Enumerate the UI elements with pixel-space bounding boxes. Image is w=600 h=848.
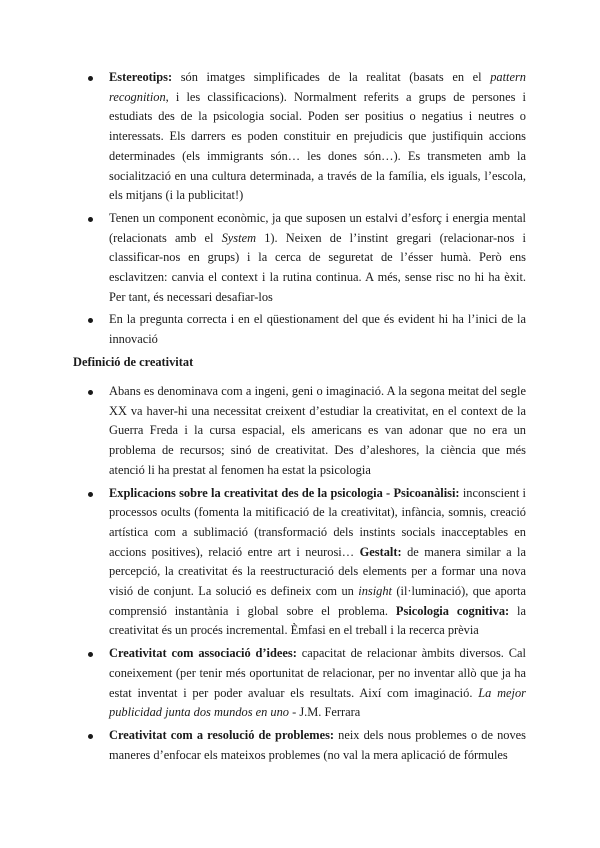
item-text: capacitat de relacionar àmbits diversos. Cal coneixement (per tenir més oportunitat de relacionar, per no inventar allò que ja ha estat inventat i per poder avaluar els resultats. Així com imaginació. [109, 646, 526, 700]
bullet-icon [88, 76, 93, 81]
item-text: Tenen un component econòmic, ja que suposen un estalvi d’esforç i energia mental (relacionats amb el [109, 210, 526, 245]
item-text: són imatges simplificades de la realitat (basats en el [172, 70, 491, 84]
bullet-list-creativitat [88, 382, 526, 768]
bullet-icon [88, 492, 93, 497]
item-text: Abans es denominava com a ingeni, geni o imaginació. A la segona meitat del segle XX va haver-hi una necessitat creixent d’estudiar la creativitat, en el context de la Guerra Freda i la cursa espacial, els americans es van adonar que no era un problema de recursos; sinó de creativitat. Des d’aleshores, la ciència que més atenció li ha prestat al fenomen ha estat la psicologia [109, 384, 526, 477]
item-italic: System [221, 230, 257, 245]
term-psicoanalisi: Explicacions sobre la creativitat des de la psicologia - Psicoanàlisi: [109, 485, 460, 500]
item-text: En la pregunta correcta i en el qüestionament del que és evident hi ha l’inici de la innovació [109, 312, 526, 347]
item-quote: La mejor publicidad junta dos mundos en uno [109, 685, 527, 720]
list-item-historia [88, 382, 526, 481]
item-text: , i les classificacions). Normalment referits a grups de persones i estudiats des de la psicologia social. Poden ser positius o negatius i neutres o interessats. Els darrers es poden constituir en prejudicis que justifiquin accions determinades (els immigrants són… les dones són…). Es transmeten amb la socialització en una cultura determinada, a través de la família, els iguals, l’escola, els mitjans (i la publicitat!) [109, 89, 526, 203]
bullet-icon [88, 390, 93, 395]
bullet-icon [88, 217, 93, 222]
item-text: inconscient i processos ocults (fomenta la mitificació de la creativitat), infància, somnis, creació artística com a sublimació (transformació dels instints socials inacceptables en accions positives), relació entre art i neurosi… [109, 485, 526, 559]
item-italic: insight [358, 584, 392, 599]
item-text: neix dels nous problemes o de noves maneres d’enfocar els mateixos problemes (no val la mera aplicació de fórmules [109, 727, 526, 762]
term-psicologia-cognitiva: Psicologia cognitiva: [395, 603, 510, 618]
bullet-list-stereotypes [88, 68, 526, 353]
term-gestalt: Gestalt: [359, 544, 402, 559]
bullet-icon [88, 734, 93, 739]
item-text: la creativitat és un procés incremental. Èmfasi en el treball i la recerca prèvia [109, 603, 526, 638]
list-item-psicologia [88, 484, 526, 642]
term-associacio: Creativitat com associació d’idees: [109, 646, 297, 661]
item-text: (il·luminació), que aporta comprensió instantània i global sobre el problema. [109, 584, 526, 618]
section-heading: Definició de creativitat [73, 355, 194, 369]
list-item-resolucio [88, 726, 526, 765]
list-item-estereotips [88, 68, 526, 206]
item-text: de manera similar a la percepció, la creativitat és la reestructuració dels elements per a formar una nova visió de conjunt. La solució es defineix com un [109, 544, 526, 599]
item-text: 1). Neixen de l’instint gregari (relacionar-nos i classificar-nos en grups) i la cerca de seguretat de l’ésser humà. Però ens esclavitzen: canvia el context i la rutina continua. A més, sense risc no hi ha èxit. Per tant, és necessari desafiar-los [109, 230, 526, 304]
item-italic: pattern recognition [109, 70, 526, 104]
list-item-innovacio [88, 310, 526, 349]
bullet-icon [88, 318, 93, 323]
term-resolucio: Creativitat com a resolució de problemes: [109, 727, 335, 742]
list-item-component-economic [88, 209, 526, 308]
item-text: - J.M. Ferrara [289, 705, 361, 720]
list-item-associacio [88, 644, 526, 723]
bullet-icon [88, 652, 93, 657]
term-estereotips: Estereotips: [109, 70, 173, 84]
